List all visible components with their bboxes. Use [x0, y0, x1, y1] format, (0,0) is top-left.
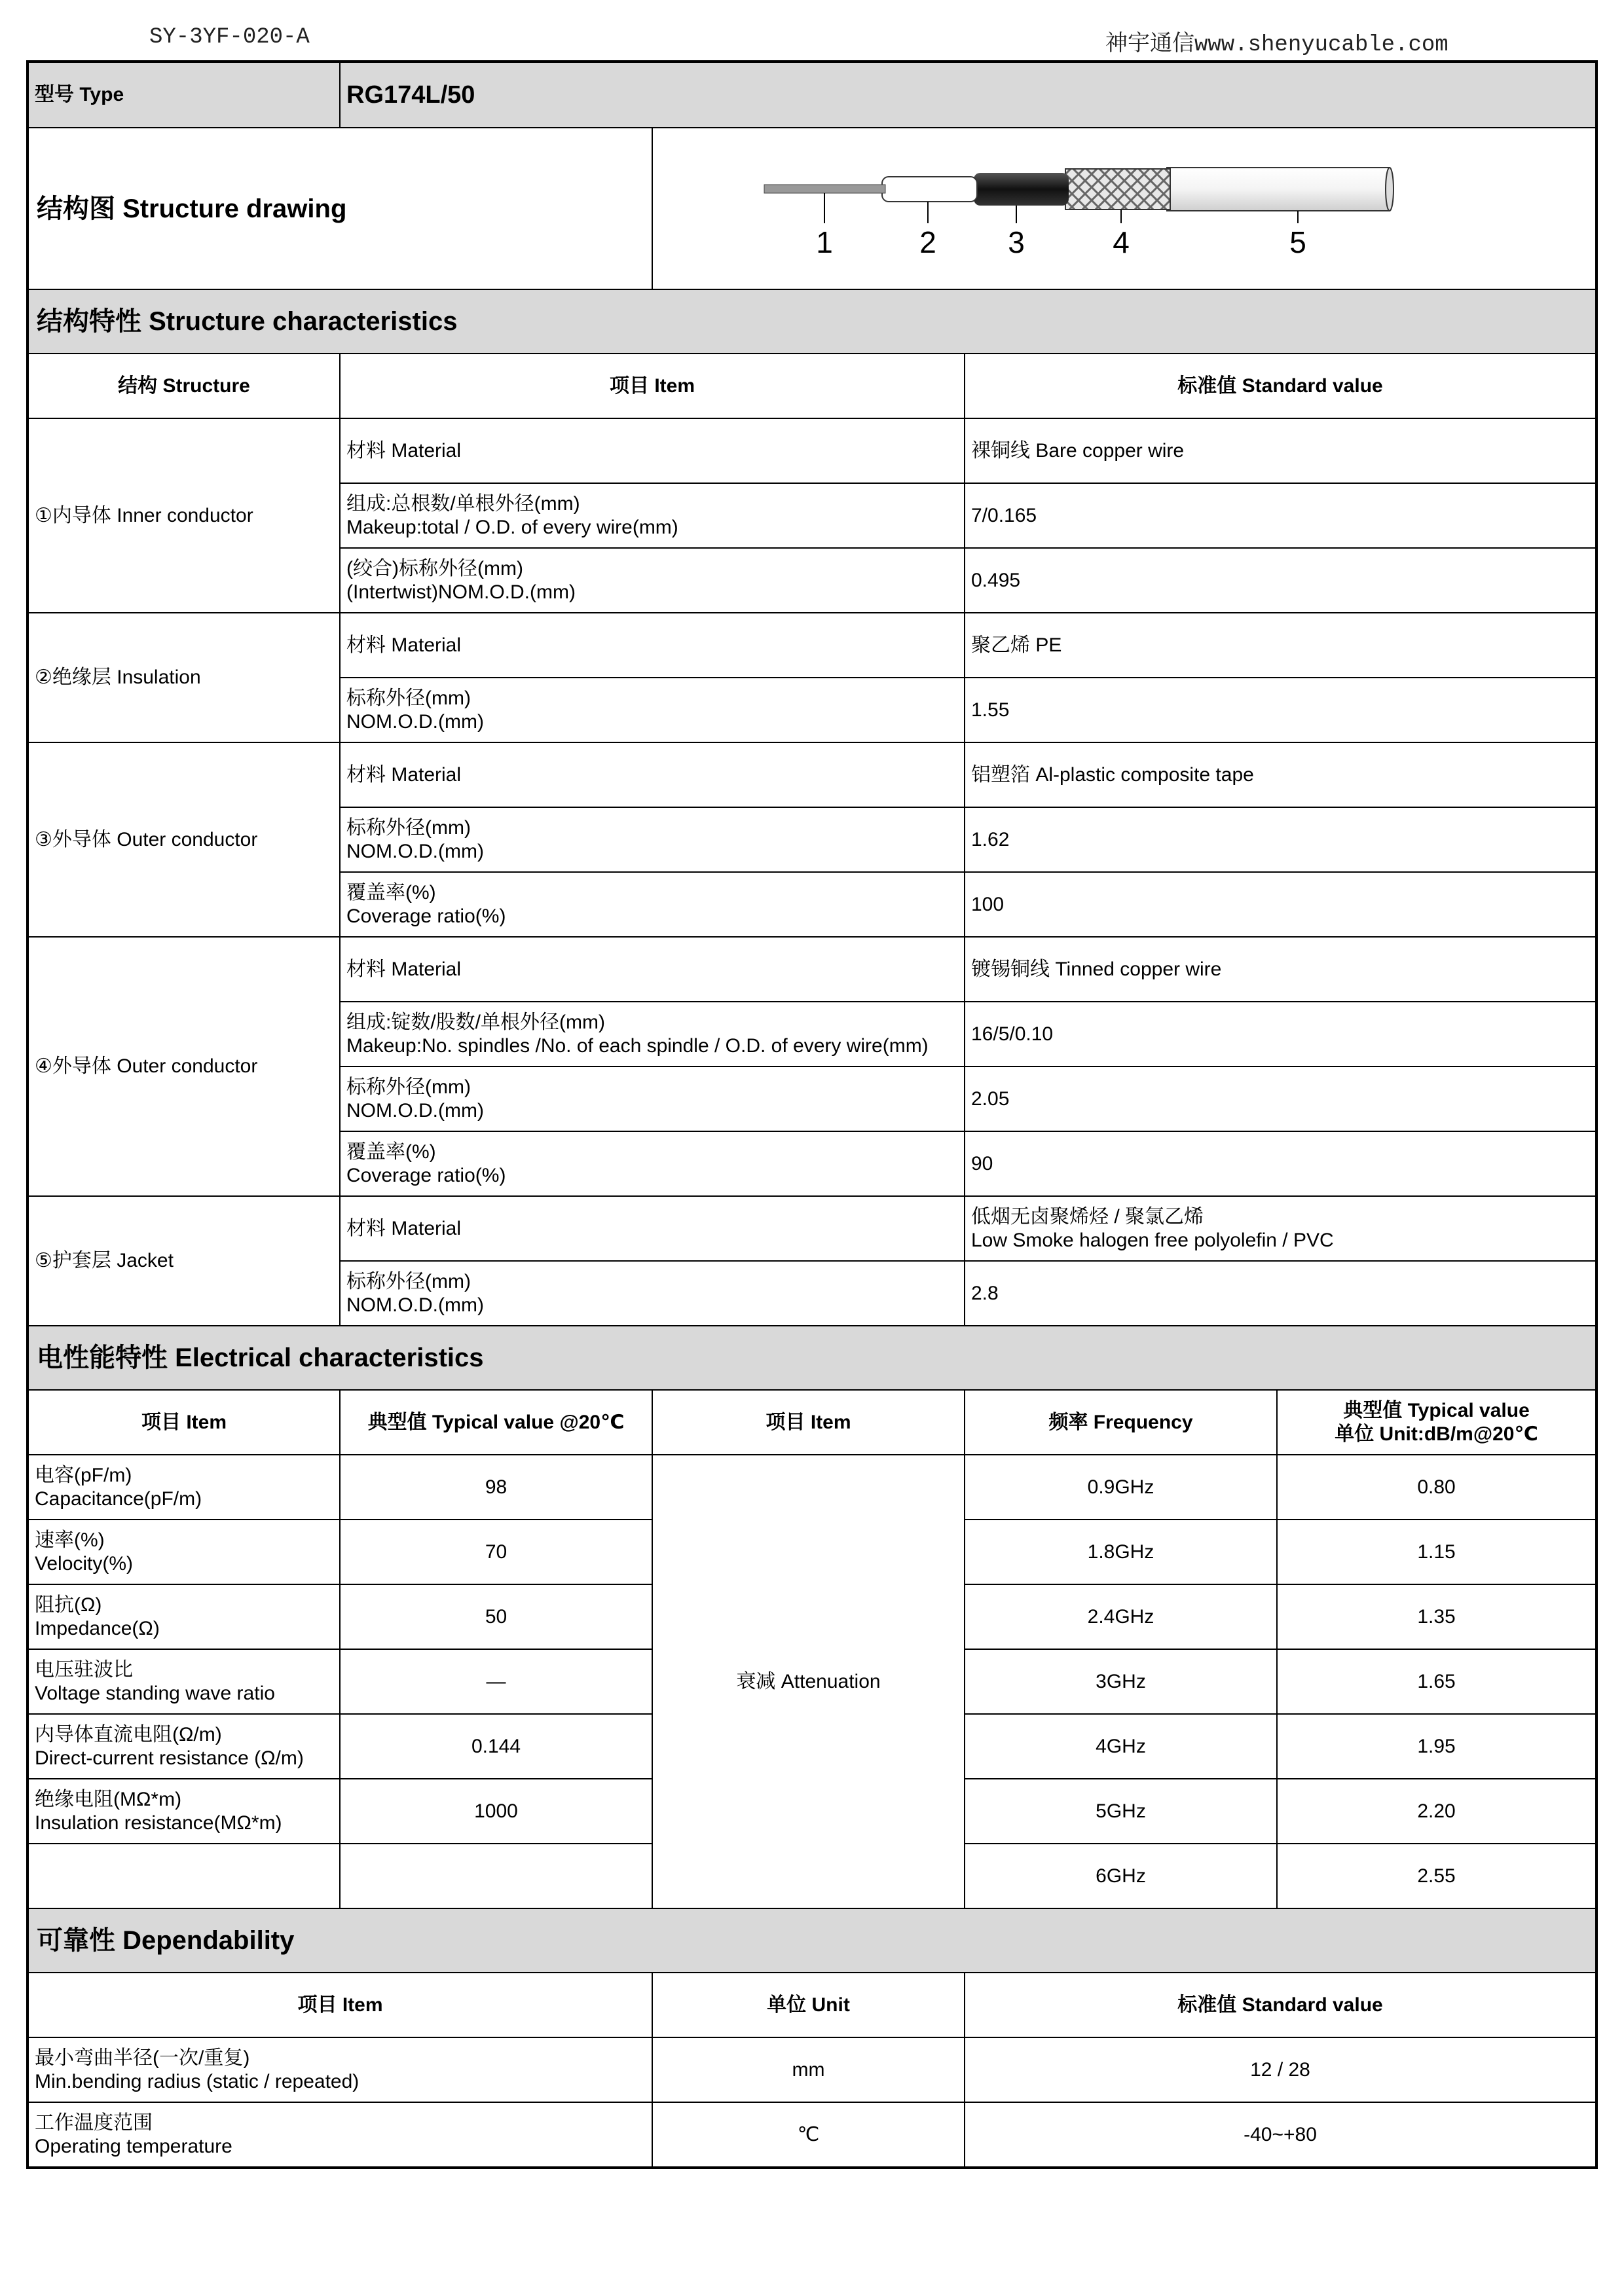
structure-item	[340, 678, 965, 742]
structure-section-header	[28, 289, 1596, 354]
structure-item	[340, 872, 965, 937]
structure-value	[965, 483, 1596, 548]
electrical-section-title: 电性能特性 Electrical characteristics	[28, 1326, 1596, 1390]
col-typical-value: 典型值 Typical value @20℃	[340, 1390, 652, 1455]
structure-group-name: ①内导体 Inner conductor	[28, 418, 340, 613]
structure-value	[965, 807, 1596, 872]
dependability-section-title: 可靠性 Dependability	[28, 1908, 1596, 1973]
structure-value	[965, 548, 1596, 613]
braid-layer	[1065, 169, 1170, 210]
structure-item-line-1: 材料 Material	[346, 439, 462, 462]
structure-item-line-1: 覆盖率(%)	[346, 1140, 436, 1163]
structure-value	[965, 613, 1596, 678]
attenuation-label: 衰减 Attenuation	[652, 1455, 965, 1908]
type-row	[28, 62, 1596, 128]
structure-section-title: 结构特性 Structure characteristics	[28, 289, 1596, 354]
electrical-item	[28, 1455, 340, 1520]
structure-item-line-2: (Intertwist)NOM.O.D.(mm)	[346, 581, 576, 603]
structure-value-line-1: 2.05	[971, 1087, 1010, 1110]
electrical-row	[28, 1455, 1596, 1520]
insulation-layer	[882, 177, 977, 202]
electrical-section-header	[28, 1326, 1596, 1390]
dependability-column-headers	[28, 1973, 1596, 2037]
structure-item	[340, 1261, 965, 1326]
structure-item-line-1: 材料 Material	[346, 1217, 462, 1239]
structure-item	[340, 1066, 965, 1131]
structure-row	[28, 937, 1596, 1002]
jacket-layer	[1167, 168, 1390, 211]
electrical-item	[28, 1649, 340, 1714]
structure-item-line-1: 材料 Material	[346, 763, 462, 786]
structure-item-line-1: 材料 Material	[346, 634, 462, 656]
structure-value-line-1: 1.62	[971, 828, 1010, 850]
electrical-value: 98	[340, 1455, 652, 1520]
electrical-value: 1000	[340, 1779, 652, 1844]
structure-value-line-2: Low Smoke halogen free polyolefin / PVC	[971, 1229, 1334, 1251]
structure-item-line-2: Coverage ratio(%)	[346, 1164, 506, 1186]
structure-item	[340, 937, 965, 1002]
structure-item	[340, 1196, 965, 1261]
structure-item-line-1: 标称外径(mm)	[346, 816, 471, 839]
col-structure: 结构 Structure	[28, 354, 340, 418]
attenuation-value: 2.55	[1277, 1844, 1596, 1908]
structure-value	[965, 1196, 1596, 1261]
electrical-item	[28, 1779, 340, 1844]
structure-value-line-1: 1.55	[971, 699, 1010, 721]
electrical-item-line-2: Capacitance(pF/m)	[35, 1487, 202, 1510]
frequency-value: 0.9GHz	[965, 1455, 1277, 1520]
structure-item-line-1: (绞合)标称外径(mm)	[346, 557, 523, 579]
structure-value	[965, 678, 1596, 742]
dependability-section-header	[28, 1908, 1596, 1973]
attenuation-value: 1.65	[1277, 1649, 1596, 1714]
dependability-item	[28, 2102, 652, 2168]
electrical-item-line-2: Insulation resistance(MΩ*m)	[35, 1812, 282, 1834]
frequency-value: 1.8GHz	[965, 1520, 1277, 1584]
cable-structure-drawing	[653, 128, 1589, 283]
attenuation-value: 1.95	[1277, 1714, 1596, 1779]
structure-group-name: ③外导体 Outer conductor	[28, 742, 340, 937]
col-attenuation-value-line-1: 典型值 Typical value	[1343, 1399, 1530, 1421]
structure-value-line-1: 铝塑箔 Al-plastic composite tape	[971, 763, 1254, 786]
structure-item	[340, 548, 965, 613]
electrical-item-line-1: 电压驻波比	[35, 1658, 133, 1681]
electrical-column-headers	[28, 1390, 1596, 1455]
company-website: 神宇通信www.shenyucable.com	[1105, 33, 1449, 58]
structure-value	[965, 1002, 1596, 1066]
document-code: SY-3YF-020-A	[149, 25, 310, 50]
dependability-row	[28, 2102, 1596, 2168]
structure-item	[340, 483, 965, 548]
structure-value-line-1: 0.495	[971, 569, 1021, 591]
part-number-1: 1	[816, 225, 833, 259]
structure-item	[340, 1131, 965, 1196]
col-dep-item: 项目 Item	[28, 1973, 652, 2037]
spec-sheet-table	[26, 60, 1598, 2169]
structure-item-line-1: 覆盖率(%)	[346, 881, 436, 903]
structure-row	[28, 1196, 1596, 1261]
col-unit: 单位 Unit	[652, 1973, 965, 2037]
structure-drawing-row	[28, 128, 1596, 289]
structure-value-line-1: 镀锡铜线 Tinned copper wire	[971, 958, 1222, 980]
structure-item-line-1: 材料 Material	[346, 958, 462, 980]
structure-item-line-1: 组成:锭数/股数/单根外径(mm)	[346, 1011, 605, 1033]
dependability-item-line-2: Min.bending radius (static / repeated)	[35, 2070, 360, 2092]
structure-item-line-2: NOM.O.D.(mm)	[346, 710, 484, 733]
col-elec-item: 项目 Item	[28, 1390, 340, 1455]
structure-column-headers	[28, 354, 1596, 418]
structure-item-line-1: 标称外径(mm)	[346, 687, 471, 709]
dependability-item	[28, 2037, 652, 2102]
electrical-item	[28, 1844, 340, 1908]
part-number-4: 4	[1113, 225, 1130, 259]
structure-value-line-1: 聚乙烯 PE	[971, 634, 1062, 656]
structure-item	[340, 613, 965, 678]
electrical-item-line-1: 电容(pF/m)	[35, 1464, 132, 1486]
structure-value	[965, 1261, 1596, 1326]
structure-item-line-2: NOM.O.D.(mm)	[346, 840, 484, 862]
foil-layer	[974, 173, 1069, 206]
structure-value-line-1: 90	[971, 1152, 993, 1175]
electrical-value: 0.144	[340, 1714, 652, 1779]
dependability-unit: mm	[652, 2037, 965, 2102]
type-label: 型号 Type	[28, 62, 340, 128]
structure-row	[28, 742, 1596, 807]
dependability-row	[28, 2037, 1596, 2102]
col-dep-value: 标准值 Standard value	[965, 1973, 1596, 2037]
dependability-value: -40~+80	[965, 2102, 1596, 2168]
structure-value-line-1: 7/0.165	[971, 504, 1037, 526]
dependability-item-line-1: 工作温度范围	[35, 2111, 153, 2134]
structure-value-line-1: 裸铜线 Bare copper wire	[971, 439, 1185, 462]
structure-value	[965, 418, 1596, 483]
col-item: 项目 Item	[340, 354, 965, 418]
attenuation-value: 0.80	[1277, 1455, 1596, 1520]
electrical-item-line-1: 内导体直流电阻(Ω/m)	[35, 1723, 222, 1745]
col-attenuation-value-line-2: 单位 Unit:dB/m@20℃	[1335, 1423, 1538, 1445]
frequency-value: 6GHz	[965, 1844, 1277, 1908]
structure-item	[340, 807, 965, 872]
dependability-unit: ℃	[652, 2102, 965, 2168]
inner-conductor	[764, 185, 885, 193]
structure-value-line-1: 100	[971, 893, 1005, 915]
structure-group-name: ⑤护套层 Jacket	[28, 1196, 340, 1326]
electrical-value: —	[340, 1649, 652, 1714]
attenuation-value: 2.20	[1277, 1779, 1596, 1844]
structure-item-line-1: 组成:总根数/单根外径(mm)	[346, 492, 580, 515]
electrical-item-line-2: Impedance(Ω)	[35, 1617, 160, 1639]
structure-value-line-1: 2.8	[971, 1282, 999, 1304]
model-number: RG174L/50	[340, 62, 1596, 128]
dependability-item-line-2: Operating temperature	[35, 2135, 232, 2157]
structure-item	[340, 418, 965, 483]
structure-value	[965, 872, 1596, 937]
electrical-item-line-1: 速率(%)	[35, 1529, 105, 1551]
attenuation-value: 1.15	[1277, 1520, 1596, 1584]
frequency-value: 4GHz	[965, 1714, 1277, 1779]
structure-item-line-1: 标称外径(mm)	[346, 1076, 471, 1098]
frequency-value: 2.4GHz	[965, 1584, 1277, 1649]
dependability-item-line-1: 最小弯曲半径(一次/重复)	[35, 2047, 250, 2069]
electrical-value: 70	[340, 1520, 652, 1584]
electrical-item-line-1: 绝缘电阻(MΩ*m)	[35, 1788, 182, 1810]
electrical-value: 50	[340, 1584, 652, 1649]
structure-item	[340, 1002, 965, 1066]
structure-value-line-1: 16/5/0.10	[971, 1023, 1054, 1045]
structure-value	[965, 1066, 1596, 1131]
structure-item-line-2: Makeup:total / O.D. of every wire(mm)	[346, 516, 678, 538]
structure-item-line-2: Makeup:No. spindles /No. of each spindle / O.D. of every wire(mm)	[346, 1034, 929, 1057]
electrical-item-line-1: 阻抗(Ω)	[35, 1594, 102, 1616]
electrical-item-line-2: Voltage standing wave ratio	[35, 1682, 275, 1704]
structure-item	[340, 742, 965, 807]
col-attenuation-value	[1277, 1390, 1596, 1455]
part-number-5: 5	[1289, 225, 1306, 259]
structure-item-line-2: Coverage ratio(%)	[346, 905, 506, 927]
col-frequency: 频率 Frequency	[965, 1390, 1277, 1455]
part-number-2: 2	[919, 225, 936, 259]
electrical-item	[28, 1714, 340, 1779]
electrical-item-line-2: Velocity(%)	[35, 1552, 134, 1575]
frequency-value: 3GHz	[965, 1649, 1277, 1714]
structure-value	[965, 742, 1596, 807]
electrical-value	[340, 1844, 652, 1908]
structure-item-line-2: NOM.O.D.(mm)	[346, 1099, 484, 1121]
structure-row	[28, 418, 1596, 483]
structure-value	[965, 937, 1596, 1002]
electrical-item	[28, 1520, 340, 1584]
frequency-value: 5GHz	[965, 1779, 1277, 1844]
structure-row	[28, 613, 1596, 678]
part-number-3: 3	[1008, 225, 1025, 259]
structure-drawing-cell	[652, 128, 1596, 289]
structure-item-line-2: NOM.O.D.(mm)	[346, 1294, 484, 1316]
col-standard-value: 标准值 Standard value	[965, 354, 1596, 418]
dependability-value: 12 / 28	[965, 2037, 1596, 2102]
attenuation-value: 1.35	[1277, 1584, 1596, 1649]
electrical-item	[28, 1584, 340, 1649]
structure-group-name: ②绝缘层 Insulation	[28, 613, 340, 742]
electrical-item-line-2: Direct-current resistance (Ω/m)	[35, 1747, 304, 1769]
structure-item-line-1: 标称外径(mm)	[346, 1270, 471, 1292]
structure-value-line-1: 低烟无卤聚烯烃 / 聚氯乙烯	[971, 1205, 1204, 1228]
structure-drawing-label: 结构图 Structure drawing	[28, 128, 652, 289]
structure-group-name: ④外导体 Outer conductor	[28, 937, 340, 1196]
col-elec-item-2: 项目 Item	[652, 1390, 965, 1455]
structure-value	[965, 1131, 1596, 1196]
